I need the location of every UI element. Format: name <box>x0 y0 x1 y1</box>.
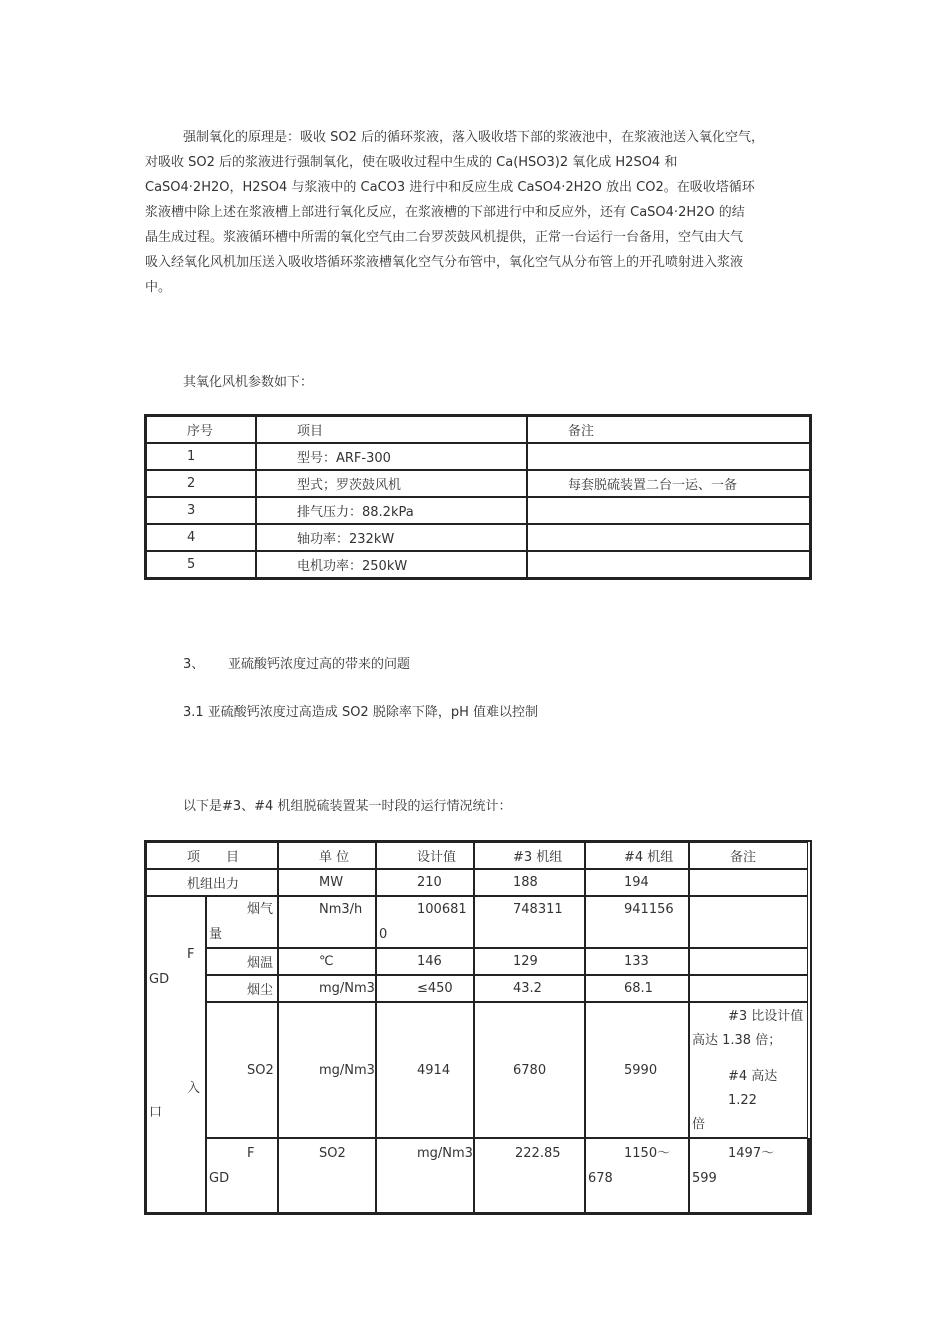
table-cell <box>527 443 810 470</box>
table-cell: SO2 <box>278 1138 376 1213</box>
table-cell: 烟尘 <box>206 975 278 1002</box>
header-cell: 设计值 <box>376 842 474 869</box>
intro-line: 浆液槽中除上述在浆液槽上部进行氧化反应，在浆液槽的下部进行中和反应外，还有 CaSO4·2H2O 的结 <box>145 205 745 220</box>
cell-text: 量 <box>209 927 223 942</box>
table-cell: ℃ <box>278 948 376 975</box>
table-row <box>146 896 810 948</box>
table-cell: mg/Nm3 <box>278 1002 376 1138</box>
table-cell: 748311 <box>474 896 585 948</box>
group-label-part: GD <box>209 1171 230 1186</box>
table-cell: 机组出力 <box>146 869 278 896</box>
table-cell <box>527 497 810 524</box>
table-row <box>146 524 810 551</box>
table-header-row <box>146 842 810 869</box>
section-number: 3、 <box>183 657 205 672</box>
table-cell: 轴功率：232kW <box>256 524 527 551</box>
table-cell <box>808 1138 810 1213</box>
intro-line: 中。 <box>145 280 172 295</box>
table-cell: 2 <box>146 470 256 497</box>
table-cell: ≤450 <box>376 975 474 1002</box>
table-cell <box>689 975 808 1002</box>
note-line: 高达 1.38 倍； <box>692 1033 782 1048</box>
table-cell <box>689 1138 808 1213</box>
group-label-part: GD <box>149 972 170 987</box>
header-cell: 项目 <box>256 416 527 443</box>
table-cell <box>206 896 278 948</box>
cell-text: 烟气 <box>247 902 274 917</box>
header-cell: #4 机组 <box>585 842 689 869</box>
table-cell: 941156 <box>585 896 689 948</box>
ops-intro: 以下是#3、#4 机组脱硫装置某一时段的运行情况统计： <box>183 799 512 814</box>
table-cell <box>689 896 808 948</box>
table-cell: 型号：ARF-300 <box>256 443 527 470</box>
intro-line: 吸入经氧化风机加压送入吸收塔循环浆液槽氧化空气分布管中，氧化空气从分布管上的开孔喷射进入浆液 <box>145 255 744 270</box>
note-line: 倍 <box>692 1117 706 1132</box>
header-cell: 项 目 <box>146 842 278 869</box>
table-cell: 每套脱硫装置二台一运、一备 <box>527 470 810 497</box>
table-row <box>146 470 810 497</box>
table-row <box>146 1138 810 1213</box>
table-cell: 电机功率：250kW <box>256 551 527 578</box>
cell-text: 599 <box>692 1171 717 1186</box>
operation-statistics-table <box>144 840 812 1215</box>
table-cell: mg/Nm3 <box>376 1138 474 1213</box>
table-row <box>146 869 810 896</box>
group-label-part: F <box>247 1146 255 1161</box>
table-cell: 133 <box>585 948 689 975</box>
subsection-title: 3.1 亚硫酸钙浓度过高造成 SO2 脱除率下降，pH 值难以控制 <box>183 705 538 720</box>
table-cell: 型式；罗茨鼓风机 <box>256 470 527 497</box>
table-cell: 129 <box>474 948 585 975</box>
header-cell: 序号 <box>146 416 256 443</box>
header-cell: 备注 <box>689 842 808 869</box>
cell-text: 1150～ <box>624 1146 671 1161</box>
table-cell: 188 <box>474 869 585 896</box>
table-cell: 6780 <box>474 1002 585 1138</box>
table-header-row <box>146 416 810 443</box>
group-label-part: 口 <box>149 1105 163 1120</box>
group-label-part: 入 <box>187 1081 201 1096</box>
intro-paragraph <box>145 125 813 300</box>
table-cell <box>689 869 808 896</box>
intro-line: 强制氧化的原理是：吸收 SO2 后的循环浆液，落入吸收塔下部的浆液池中，在浆液池送入氧化空气， <box>183 130 765 145</box>
table-cell: 43.2 <box>474 975 585 1002</box>
note-line: #4 高达 1.22 <box>728 1069 778 1108</box>
table-cell: 烟温 <box>206 948 278 975</box>
table-cell: 1 <box>146 443 256 470</box>
header-cell: 备注 <box>527 416 810 443</box>
cell-text: 100681 <box>417 902 467 917</box>
table-cell <box>527 524 810 551</box>
inlet-group-label <box>146 896 206 1213</box>
table-cell: SO2 <box>206 1002 278 1138</box>
table-cell: 3 <box>146 497 256 524</box>
header-cell: #3 机组 <box>474 842 585 869</box>
cell-text: 0 <box>379 927 388 942</box>
table-cell: mg/Nm3 <box>278 975 376 1002</box>
group-label-part: F <box>187 947 195 962</box>
intro-line: CaSO4·2H2O，H2SO4 与浆液中的 CaCO3 进行中和反应生成 CaSO4·2H2O 放出 CO2。在吸收塔循环 <box>145 180 755 195</box>
table-cell: 4914 <box>376 1002 474 1138</box>
table-cell: 194 <box>585 869 689 896</box>
table-row <box>146 551 810 578</box>
cell-text: 1497～ <box>728 1146 775 1161</box>
table-row <box>146 948 810 975</box>
table-row <box>146 497 810 524</box>
table-cell: MW <box>278 869 376 896</box>
so2-note-cell <box>689 1002 808 1138</box>
table-cell: 146 <box>376 948 474 975</box>
fan-parameter-table <box>144 414 812 580</box>
table-cell: 222.85 <box>474 1138 585 1213</box>
table-cell <box>585 1138 689 1213</box>
fan-intro: 其氧化风机参数如下： <box>183 375 314 390</box>
table-cell: Nm3/h <box>278 896 376 948</box>
table-cell: 排气压力：88.2kPa <box>256 497 527 524</box>
table-row <box>146 1002 810 1138</box>
table-cell: 4 <box>146 524 256 551</box>
header-cell: 单 位 <box>278 842 376 869</box>
intro-line: 晶生成过程。浆液循环槽中所需的氧化空气由二台罗茨鼓风机提供，正常一台运行一台备用，空气由大气 <box>145 230 744 245</box>
note-line: #3 比设计值 <box>728 1009 804 1024</box>
table-cell: 5990 <box>585 1002 689 1138</box>
table-cell <box>376 896 474 948</box>
table-cell: 68.1 <box>585 975 689 1002</box>
section-title: 亚硫酸钙浓度过高的带来的问题 <box>228 657 411 672</box>
intro-line: 对吸收 SO2 后的浆液进行强制氧化，使在吸收过程中生成的 Ca(HSO3)2 氧化成 H2SO4 和 <box>145 155 678 170</box>
table-row <box>146 443 810 470</box>
table-cell <box>527 551 810 578</box>
table-row <box>146 975 810 1002</box>
table-cell: 210 <box>376 869 474 896</box>
table-cell <box>689 948 808 975</box>
table-cell: 5 <box>146 551 256 578</box>
cell-text: 678 <box>588 1171 613 1186</box>
outlet-group-label <box>206 1138 278 1213</box>
